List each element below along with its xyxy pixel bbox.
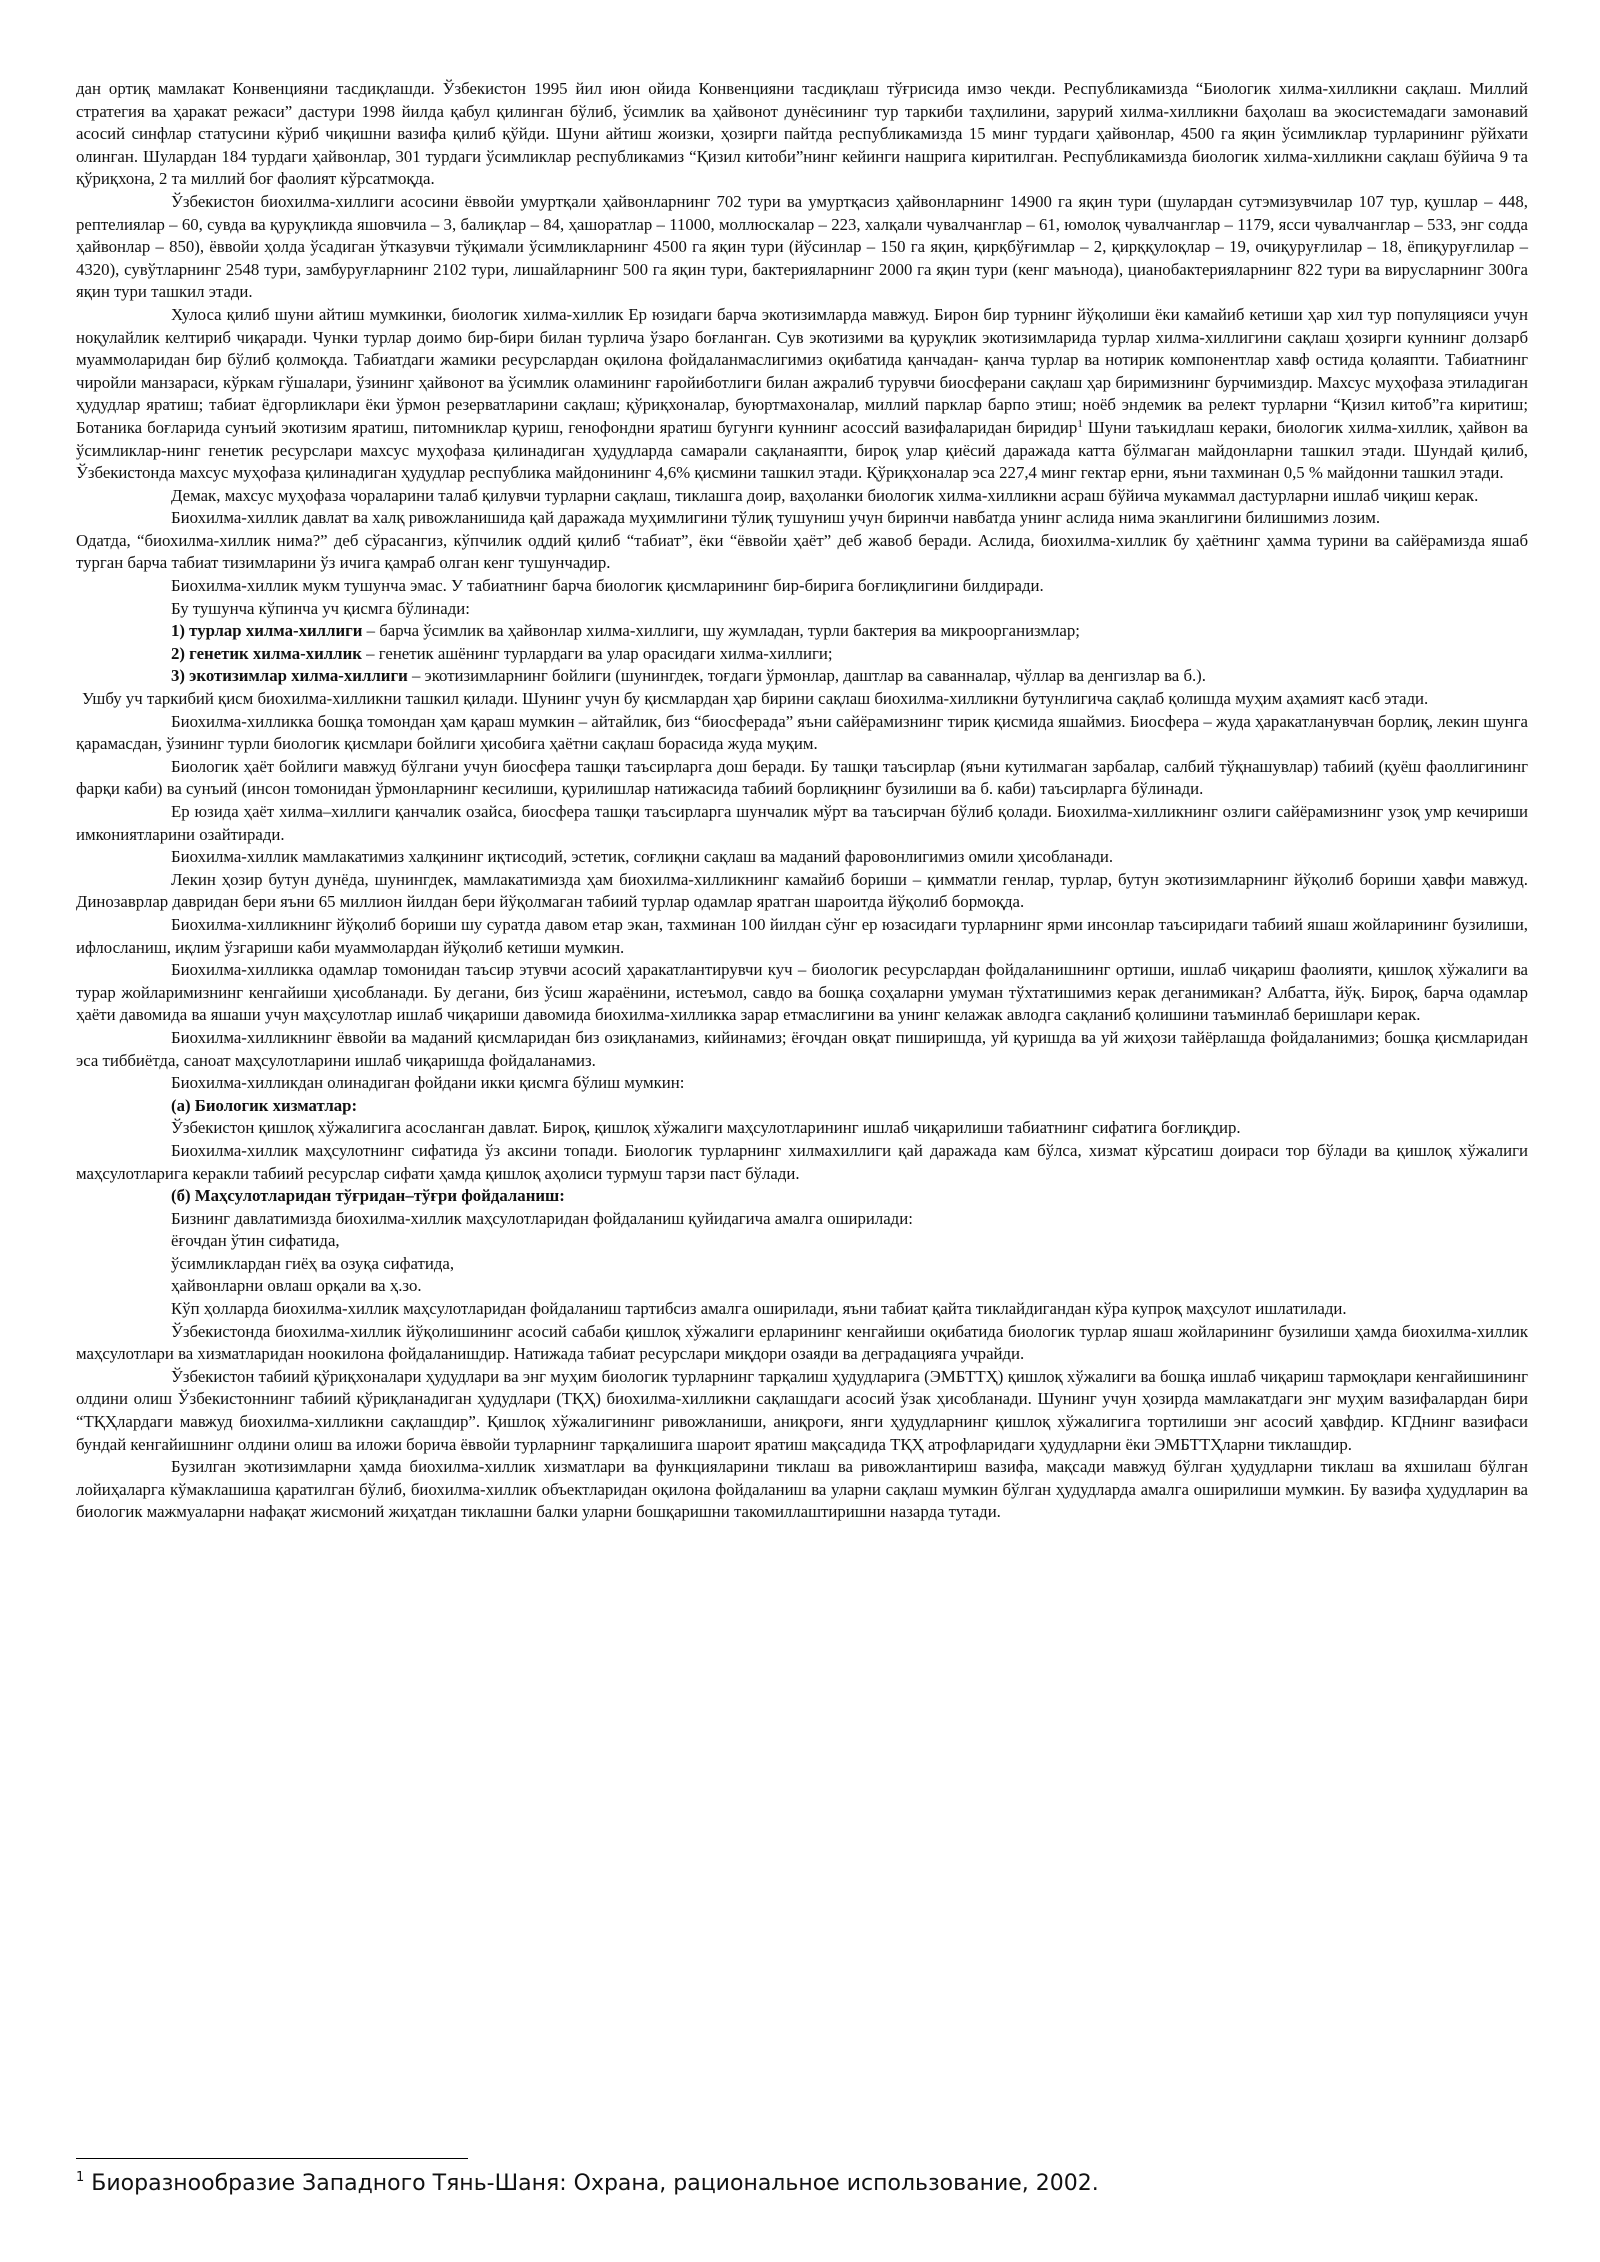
document-body [76, 78, 1528, 1524]
paragraph [76, 1027, 1528, 1072]
paragraph [76, 485, 1528, 508]
paragraph [76, 575, 1528, 598]
paragraph-text: – экотизимларнинг бойлиги (шунингдек, тоғдаги ўрмонлар, даштлар ва саванналар, чўллар ва денгизлар ва б.). [407, 666, 1206, 686]
paragraph [76, 801, 1528, 846]
paragraph [76, 665, 1528, 688]
paragraph-heading: 2) генетик хилма-хиллик [171, 643, 362, 663]
paragraph-text: ёғочдан ўтин сифатида, [171, 1231, 340, 1251]
paragraph [76, 1095, 1528, 1118]
paragraph-heading: (а) Биологик хизматлар: [171, 1095, 358, 1115]
paragraph [76, 1366, 1528, 1456]
paragraph [76, 869, 1528, 914]
paragraph [76, 1321, 1528, 1366]
paragraph [76, 1072, 1528, 1095]
paragraph [76, 620, 1528, 643]
paragraph-text: – барча ўсимлик ва ҳайвонлар хилма-хиллиги, шу жумладан, турли бактерия ва микроорганизмлар; [362, 621, 1080, 641]
paragraph [76, 304, 1528, 485]
paragraph-text: Одатда, “биохилма-хиллик нима?” деб сўрасангиз, кўпчилик оддий қилиб “табиат”, ёки “ёввойи ҳаёт” деб жавоб беради. Аслида, биохилма-хиллик бу ҳаётнинг ҳамма турини ва сайёрамизда яшаб турган барча табиат тизимларини ўз ичига қамраб олган кенг тушунчадир. [76, 530, 1528, 573]
paragraph-text: Биохилма-хиллик мамлакатимиз халқининг иқтисодий, эстетик, соғлиқни сақлаш ва маданий фаровонлигимиз омили ҳисобланади. [171, 847, 1114, 867]
paragraph [76, 1253, 1528, 1276]
paragraph-text: Биохилма-хиллик маҳсулотнинг сифатида ўз аксини топади. Биологик турларнинг хилмахиллиги қай даражада кам бўлса, хизмат кўрсатиш доираси тор бўлади ва қишлоқ хўжалиги маҳсулотларига керакли табиий ресурслар сифати ҳамда қишлоқ аҳолиси турмуш тарзи паст бўлади. [76, 1140, 1528, 1183]
paragraph-text: Кўп ҳолларда биохилма-хиллик маҳсулотларидан фойдаланиш тартибсиз амалга оширилади, яъни табиат қайта тиклайдигандан кўра купроқ маҳсулот ишлатилади. [171, 1299, 1347, 1319]
paragraph [76, 1275, 1528, 1298]
paragraph-text: Бу тушунча кўпинча уч қисмга бўлинади: [171, 598, 470, 618]
paragraph-heading: 1) турлар хилма-хиллиги [171, 621, 363, 641]
paragraph-text: Биохилма-хиллик мукм тушунча эмас. У табиатнинг барча биологик қисмларининг бир-бирига боғлиқлигини билдиради. [171, 576, 1044, 596]
paragraph-text: Ўзбекистонда биохилма-хиллик йўқолишининг асосий сабаби қишлоқ хўжалиги ерларининг кенгайиши оқибатида биологик турлар яшаш жойларининг бузилиши ҳамда биохилма-хиллик маҳсулотлари ва хизматларидан ноокилона фойдаланишдир. Натижада табиат ресурслари миқдори озаяди ва деградацияга учрайди. [76, 1321, 1528, 1364]
paragraph [76, 914, 1528, 959]
paragraph [76, 1208, 1528, 1231]
paragraph-text: Биохилма-хилликнинг ёввойи ва маданий қисмларидан биз озиқланамиз, кийинамиз; ёғочдан овқат пиширишда, уй қуришда ва уй жиҳози тайёрлашда фойдаланимиз; бошқа қисмларидан эса тиббиётда, саноат маҳсулотларини ишлаб чиқаришда фойдаланамиз. [76, 1027, 1528, 1070]
paragraph [76, 1456, 1528, 1524]
paragraph [76, 1140, 1528, 1185]
footnote-text: Биоразнообразие Западного Тянь-Шаня: Охрана, рациональное использование, 2002. [91, 2171, 1099, 2196]
paragraph-text: Ўзбекистон табиий қўриқхоналари ҳудудлари ва энг муҳим биологик турларнинг тарқалиш ҳудудларига (ЭМБТТҲ) қишлоқ хўжалиги ва бошқа ишлаб чиқариш тармоқлари кенгайишининг олдини олиш Ўзбекистоннинг табиий қўриқланадиган ҳудудлари (ТҚҲ) биохилма-хилликни сақлашдаги асосий ўзак ҳисобланади. Шунинг учун ҳозирда мамлакатдаги энг муҳим вазифалардан бири “ТҚҲлардаги мавжуд биохилма-хилликни сақлашдир”. Қишлоқ хўжалигининг ривожланиши, аниқроғи, янги ҳудудларнинг қишлоқ хўжалигига тортилиши энг асосий ҳавфдир. КГДнинг вазифаси бундай кенгайишнинг олдини олиш ва иложи борича ёввойи турларнинг тарқалишига шароит яратиш мақсадида ТҚҲ атрофларидаги ҳудудларни ёки ЭМБТТҲларни тиклашдир. [76, 1366, 1528, 1454]
paragraph-text: Биохилма-хилликка одамлар томонидан таъсир этувчи асосий ҳаракатлантирувчи куч – биологик ресурслардан фойдаланишнинг ортиши, ишлаб чиқариш фаолияти, қишлоқ хўжалиги ва турар жойларимизнинг кенгайиши ҳисобланади. Бу дегани, биз ўсиш жараёнини, истеъмол, савдо ва бошқа соҳаларни умуман тўхтатишимиз керак деганимикан? Албатта, йўқ. Бироқ, барча одамлар ҳаёти давомида ва яшаши учун маҳсулотлар ишлаб чиқариши давомида биохилма-хилликка зарар етмаслигини ва унинг келажак авлодга сақланиб қолишини таъминлаб беришлари керак. [76, 960, 1528, 1025]
paragraph-text: Бизнинг давлатимизда биохилма-хиллик маҳсулотларидан фойдаланиш қуйидагича амалга оширилади: [171, 1208, 913, 1228]
paragraph-text: Биохилма-хилликдан олинадиган фойдани икки қисмга бўлиш мумкин: [171, 1073, 685, 1093]
paragraph [76, 598, 1528, 621]
footnote [76, 2170, 1528, 2198]
paragraph-text: Биологик ҳаёт бойлиги мавжуд бўлгани учун биосфера ташқи таъсирларга дош беради. Бу ташқи таъсирлар (яъни кутилмаган зарбалар, салбий тўқнашувлар) табиий (қуёш фаоллигининг фарқи каби) ва сунъий (инсон томонидан ўрмонларнинг кесилиши, қурилишлар натижасида табиий борлиқнинг бузилиши ва б. каби) таъсирларга бўлинади. [76, 756, 1528, 799]
paragraph-text: Биохилма-хилликка бошқа томондан ҳам қараш мумкин – айтайлик, биз “биосферада” яъни сайёрамизнинг тирик қисмида яшаймиз. Биосфера – жуда ҳаракатланувчан борлиқ, лекин шунга қарамасдан, ўзининг турли биологик қисмлари бойлиги ҳисобига ҳаётни сақлаш борасида жуда муқим. [76, 711, 1528, 754]
paragraph [76, 688, 1528, 711]
paragraph-text: Биохилма-хилликнинг йўқолиб бориши шу суратда давом етар экан, тахминан 100 йилдан сўнг ер юзасидаги турларнинг ярми инсонлар таъсиридаги табиий яшаш жойларининг бузилиши, ифлосланиш, иқлим ўзгариши каби муаммолардан йўқолиб кетиши мумкин. [76, 914, 1528, 957]
paragraph-text: Ушбу уч таркибий қисм биохилма-хилликни ташкил қилади. Шунинг учун бу қисмлардан ҳар бирини сақлаш биохилма-хилликни бутунлигича сақлаб қолишда муҳим аҳамият касб этади. [82, 689, 1429, 709]
paragraph [76, 846, 1528, 869]
paragraph [76, 507, 1528, 530]
paragraph-text: Хулоса қилиб шуни айтиш мумкинки, биологик хилма-хиллик Ер юзидаги барча экотизимларда мавжуд. Бирон бир турнинг йўқолиши ёки камайиб кетиши ҳар хил тур популяцияси учун ноқулайлик келтириб чиқаради. Чунки турлар доимо бир-бири билан турлича ўзаро боғланган. Сув экотизими ва қуруқлик экотизимларида турлар хилма-хиллигини сақлаш ҳозирги куннинг долзарб муаммоларидан бир бўлиб қолмоқда. Табиатдаги жамики ресурслардан оқилона фойдаланмаслигимиз оқибатида қанчадан- қанча турлар ва нотирик компонентлар хавф остида қолаяпти. Табиатнинг чиройли манзараси, кўркам гўшалари, ўзининг ҳайвонот ва ўсимлик оламининг ғаройиботлиги билан ажралиб турувчи биосферани сақлаш ҳар биримизнинг бурчимиздир. Махсус муҳофаза этиладиган ҳудудлар яратиш; табиат ёдгорликлари ёки ўрмон резерватларини сақлаш; қўриқхоналар, буюртмахоналар, миллий парклар барпо этиш; ноёб эндемик ва релект турларни “Қизил китоб”га киритиш; Ботаника боғларида сунъий экотизим яратиш, питомниклар қуриш, генофондни яратиш бугунги куннинг асоссий вазифаларидан биридир [76, 304, 1528, 437]
paragraph-text: ҳайвонларни овлаш орқали ва ҳ.зо. [171, 1276, 422, 1296]
paragraph-heading: 3) экотизимлар хилма-хиллиги [171, 666, 408, 686]
paragraph [76, 711, 1528, 756]
paragraph-text: ўсимликлардан гиёҳ ва озуқа сифатида, [171, 1253, 455, 1273]
paragraph [76, 1298, 1528, 1321]
paragraph [76, 1230, 1528, 1253]
paragraph-text: – генетик ашёнинг турлардаги ва улар орасидаги хилма-хиллиги; [361, 643, 833, 663]
paragraph-text-continued: Шуни таъкидлаш кераки, биологик хилма-хиллик, ҳайвон ва ўсимликлар-нинг генетик ресурслари махсус муҳофаза қилинадиган ҳудудларда самарали сақланаяпти, бироқ улар қиёсий даражада катта бўлмаган майдонларни ташкил этади. Шундай қилиб, Ўзбекистонда махсус муҳофаза қилинадиган ҳудудлар республика майдонининг 4,6% қисмини ташкил этади. Қўриқхоналар эса 227,4 минг гектар ерни, яъни тахминан 0,5 % майдонни ташкил этади. [76, 417, 1528, 483]
paragraph [76, 756, 1528, 801]
paragraph-text: Ер юзида ҳаёт хилма–хиллиги қанчалик озайса, биосфера ташқи таъсирларга шунчалик мўрт ва таъсирчан бўлиб қолади. Биохилма-хилликнинг озлиги сайёрамизнинг узоқ умр кечириши имкониятларини озайтиради. [76, 802, 1528, 844]
paragraph-text: Биохилма-хиллик давлат ва халқ ривожланишида қай даражада муҳимлигини тўлиқ тушуниш учун биринчи навбатда унинг аслида нима эканлигини билишимиз лозим. [171, 508, 1381, 528]
paragraph [76, 643, 1528, 666]
paragraph [76, 191, 1528, 304]
footnote-separator [76, 2158, 468, 2159]
paragraph [76, 1185, 1528, 1208]
paragraph [76, 959, 1528, 1027]
footnote-reference: 1 [1077, 417, 1083, 430]
paragraph-text: Лекин ҳозир бутун дунёда, шунингдек, мамлакатимизда ҳам биохилма-хилликнинг камайиб бориши – қимматли генлар, турлар, бутун экотизимларнинг йўқолиб бориши ҳавфи мавжуд. Динозаврлар давридан бери яъни 65 миллион йилдан бери йўқолмаган табиий турлар одамлар яратган шароитда йўқолиб бормоқда. [76, 869, 1528, 912]
paragraph-text: Ўзбекистон биохилма-хиллиги асосини ёввойи умуртқали ҳайвонларнинг 702 тури ва умуртқасиз ҳайвонларнинг 14900 га яқин тури (шулардан сутэмизувчилар 107 тур, қушлар – 448, рептелиялар – 60, сувда ва қуруқликда яшовчила – 3, балиқлар – 84, ҳашоратлар – 11000, моллюскалар – 223, халқали чувалчанглар – 61, юмолоқ чувалчанглар – 1179, ясси чувалчанглар – 533, энг содда ҳайвонлар – 850), ёввойи ҳолда ўсадиган ўтказувчи тўқимали ўсимликларнинг 4500 га яқин тури (йўсинлар – 150 га яқин, қирқбўғимлар – 2, қирққулоқлар – 19, очиқуруғлилар – 18, ёпиқуруғлилар – 4320), сувўтларнинг 2548 тури, замбуруғларнинг 2102 тури, лишайларнинг 500 га яқин тури, бактерияларнинг 2000 га яқин тури (кенг маънода), цианобактерияларнинг 822 тури ва вирусларнинг 300га яқин тури ташкил этади. [76, 191, 1528, 302]
paragraph-text: Ўзбекистон қишлоқ хўжалигига асосланган давлат. Бироқ, қишлоқ хўжалиги маҳсулотларининг ишлаб чиқарилиши табиатнинг сифатига боғлиқдир. [171, 1118, 1241, 1138]
paragraph-heading: (б) Маҳсулотларидан тўғридан–тўғри фойдаланиш: [171, 1186, 565, 1206]
paragraph [76, 1117, 1528, 1140]
paragraph [76, 78, 1528, 191]
paragraph [76, 530, 1528, 575]
paragraph-text: дан ортиқ мамлакат Конвенцияни тасдиқлашди. Ўзбекистон 1995 йил июн ойида Конвенцияни тасдиқлаш тўғрисида имзо чекди. Республикамизда “Биологик хилма-хилликни сақлаш. Миллий стратегия ва ҳаракат режаси” дастури 1998 йилда қабул қилинган бўлиб, ўсимлик ва ҳайвонот дунёсининг тур таркиби таҳлилини, зарурий хилма-хилликни баҳолаш ва экосистемадаги замонавий асосий синфлар статусини кўриб чиқишни вазифа қилиб қўйди. Шуни айтиш жоизки, ҳозирги пайтда республикамизда 15 минг турдаги ҳайвонлар, 4500 га яқин ўсимликлар турларининг рўйхати олинган. Шулардан 184 турдаги ҳайвонлар, 301 турдаги ўсимликлар республикамиз “Қизил китоби”нинг кейинги нашрига киритилган. Республикамизда биологик хилма-хилликни сақлаш бўйича 9 та қўриқхона, 2 та миллий боғ фаолият кўрсатмоқда. [76, 79, 1528, 189]
paragraph-text: Демак, махсус муҳофаза чораларини талаб қилувчи турларни сақлаш, тиклашга доир, ваҳоланки биологик хилма-хилликни асраш бўйича мукаммал дастурларни ишлаб чиқиш керак. [171, 485, 1479, 505]
paragraph-text: Бузилган экотизимларни ҳамда биохилма-хиллик хизматлари ва функцияларини тиклаш ва ривожлантириш вазифа, мақсади мавжуд бўлган ҳудудларни тиклаш ва яхшилаш бўлган лойиҳаларга кўмаклашиша қаратилган бўлиб, биохилма-хиллик объектларидан оқилона фойдаланиш ва уларни сақлаш мумкин бўлган ҳудудларда амалга оширилиши мумкин. Бу вазифа ҳудудларин ва биологик мажмуаларни нафақат жисмоний жиҳатдан тиклашни балки уларни бошқаришни такомиллаштиришни назарда тутади. [76, 1457, 1528, 1522]
footnote-mark: 1 [76, 2170, 85, 2185]
